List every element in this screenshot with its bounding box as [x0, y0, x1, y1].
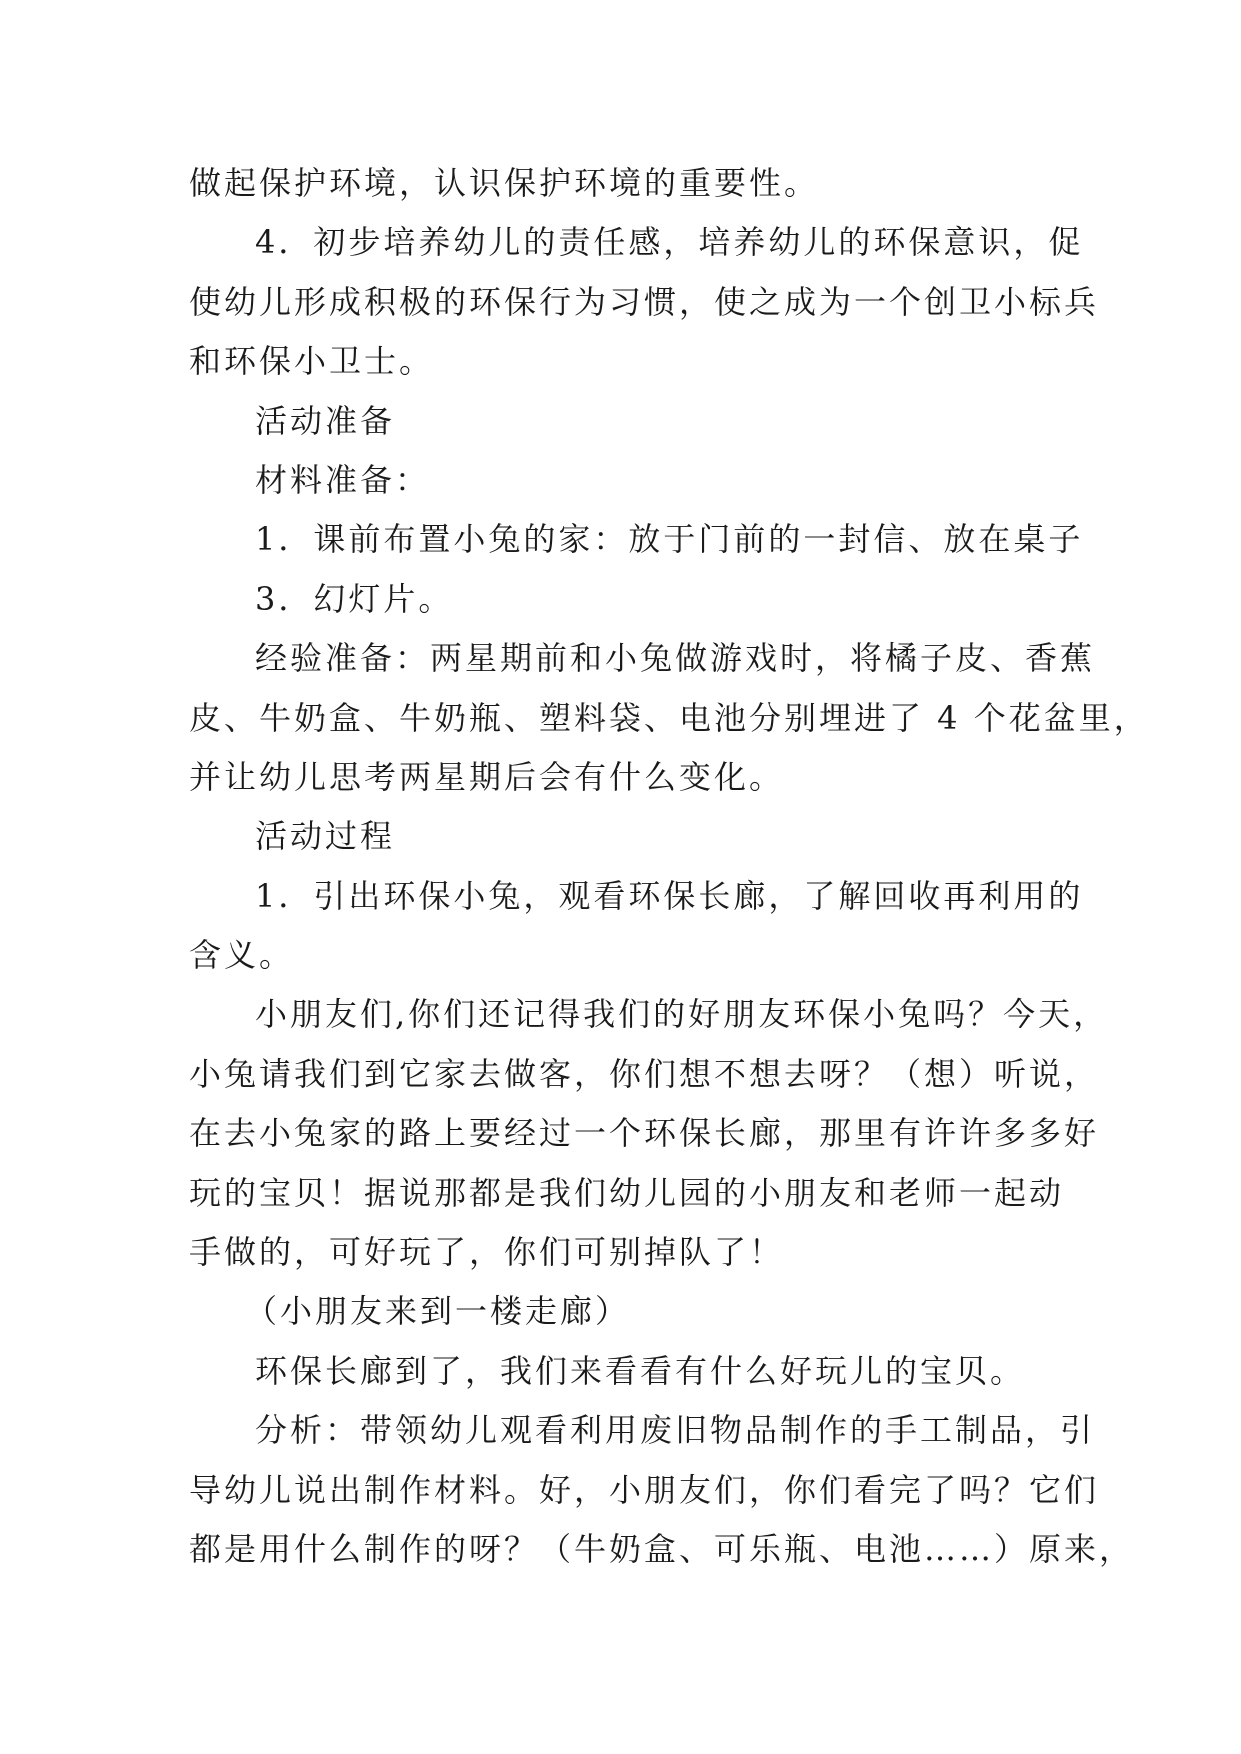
- subsection-heading: 材料准备：: [255, 460, 431, 499]
- paragraph-line: 都是用什么制作的呀？（牛奶盒、可乐瓶、电池……）原来，: [189, 1529, 1135, 1568]
- paragraph-line: 3．幻灯片。: [255, 579, 454, 618]
- paragraph-line: 导幼儿说出制作材料。好，小朋友们，你们看完了吗？它们: [189, 1470, 1100, 1509]
- paragraph-line: 手做的，可好玩了，你们可别掉队了！: [189, 1233, 785, 1272]
- paragraph-line: 和环保小卫士。: [189, 342, 435, 381]
- paragraph-line: 1．课前布置小兔的家：放于门前的一封信、放在桌子: [255, 520, 1084, 559]
- paragraph-line: 含义。: [189, 936, 295, 975]
- paragraph-line: 皮、牛奶盒、牛奶瓶、塑料袋、电池分别埋进了 4 个花盆里，: [189, 698, 1149, 737]
- paragraph-line: 环保长廊到了，我们来看看有什么好玩儿的宝贝。: [255, 1351, 1026, 1390]
- paragraph-line: 在去小兔家的路上要经过一个环保长廊，那里有许许多多好: [189, 1114, 1100, 1153]
- section-heading: 活动过程: [255, 817, 396, 856]
- paragraph-line: 并让幼儿思考两星期后会有什么变化。: [189, 757, 785, 796]
- paragraph-line: 经验准备：两星期前和小兔做游戏时，将橘子皮、香蕉: [255, 639, 1096, 678]
- section-heading: 活动准备: [255, 401, 396, 440]
- paragraph-line: 分析：带领幼儿观看利用废旧物品制作的手工制品，引: [255, 1411, 1096, 1450]
- paragraph-line: 1．引出环保小兔，观看环保长廊，了解回收再利用的: [255, 876, 1084, 915]
- paragraph-line: 4．初步培养幼儿的责任感，培养幼儿的环保意识，促: [255, 223, 1084, 262]
- paragraph-line: 小朋友们,你们还记得我们的好朋友环保小兔吗？今天，: [255, 995, 1109, 1034]
- paragraph-line: 玩的宝贝！据说那都是我们幼儿园的小朋友和老师一起动: [189, 1173, 1065, 1212]
- stage-direction: （小朋友来到一楼走廊）: [245, 1292, 631, 1331]
- document-body: [189, 154, 1149, 1579]
- paragraph-line: 做起保护环境，认识保护环境的重要性。: [189, 164, 820, 202]
- paragraph-line: 小兔请我们到它家去做客，你们想不想去呀？（想）听说，: [189, 1054, 1100, 1093]
- paragraph-line: 使幼儿形成积极的环保行为习惯，使之成为一个创卫小标兵: [189, 282, 1100, 321]
